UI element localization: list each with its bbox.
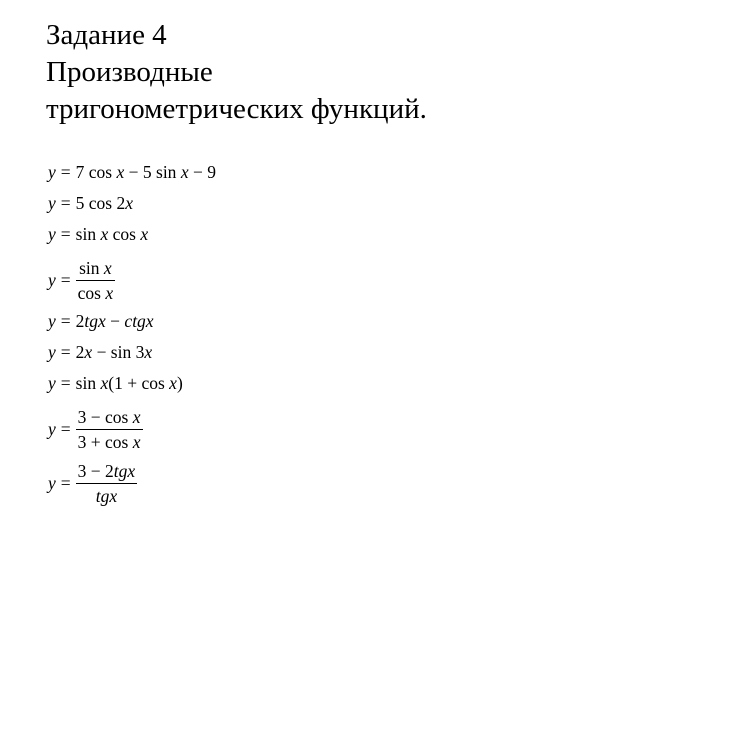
- equals-sign: =: [60, 342, 71, 362]
- variable: ctgx: [124, 311, 154, 331]
- formula-lhs: y: [48, 193, 56, 213]
- expression-text: 3 + cos: [77, 432, 133, 452]
- variable: x: [180, 162, 189, 182]
- expression-text: 3 − 2: [77, 460, 114, 481]
- fraction: [76, 460, 138, 506]
- equals-sign: =: [60, 311, 71, 331]
- variable: x: [84, 342, 93, 362]
- expression-text: − sin 3: [92, 342, 145, 362]
- formula-rhs: [76, 226, 148, 244]
- fraction: [76, 406, 143, 452]
- formula-rhs: [76, 375, 183, 393]
- variable: x: [100, 373, 109, 393]
- fraction-numerator: [76, 460, 138, 484]
- formula-1: [48, 164, 216, 182]
- formula-5: [48, 313, 154, 331]
- variable: x: [100, 224, 109, 244]
- equals-sign: =: [60, 373, 71, 393]
- expression-text: 2: [75, 311, 85, 331]
- expression-text: sin: [79, 257, 104, 278]
- variable: x: [132, 406, 141, 427]
- expression-text: 3 − cos: [77, 406, 133, 427]
- expression-text: − 9: [188, 162, 216, 182]
- expression-text: 2: [75, 342, 85, 362]
- formula-rhs: [76, 164, 216, 182]
- variable: x: [105, 283, 114, 303]
- expression-text: sin: [75, 373, 101, 393]
- variable: x: [144, 342, 153, 362]
- equals-sign: =: [60, 270, 71, 291]
- formula-lhs: y: [48, 373, 56, 393]
- formula-7: [48, 375, 183, 393]
- variable: tgx: [95, 486, 118, 506]
- formula-3: [48, 226, 148, 244]
- expression-text: − 5 sin: [124, 162, 181, 182]
- formula-lhs: y: [48, 224, 56, 244]
- variable: x: [116, 162, 125, 182]
- expression-text: cos: [108, 224, 141, 244]
- expression-text: 5 cos 2: [75, 193, 126, 213]
- fraction-denominator: [76, 281, 115, 303]
- fraction: [76, 257, 115, 303]
- variable: x: [103, 257, 112, 278]
- equals-sign: =: [60, 224, 71, 244]
- variable: x: [125, 193, 134, 213]
- formula-2: [48, 195, 133, 213]
- variable: tgx: [113, 460, 136, 481]
- equals-sign: =: [60, 419, 71, 440]
- formula-lhs: y: [48, 473, 56, 494]
- variable: tgx: [84, 311, 106, 331]
- expression-text: cos: [77, 283, 106, 303]
- variable: x: [169, 373, 177, 393]
- formula-rhs: [76, 344, 152, 362]
- expression-text: −: [105, 311, 125, 331]
- equals-sign: =: [60, 473, 71, 494]
- formula-lhs: y: [48, 270, 56, 291]
- formula-lhs: y: [48, 342, 56, 362]
- expression-text: sin: [75, 224, 101, 244]
- fraction-numerator: [77, 257, 114, 281]
- fraction-denominator: [94, 484, 119, 506]
- expression-text: (1 + cos: [108, 373, 170, 393]
- equals-sign: =: [60, 162, 71, 182]
- expression-text: ): [176, 373, 183, 393]
- formula-rhs: [76, 195, 133, 213]
- fraction-numerator: [76, 406, 143, 430]
- task-heading: [46, 17, 427, 128]
- formula-lhs: y: [48, 162, 56, 182]
- equals-sign: =: [60, 193, 71, 213]
- formula-lhs: y: [48, 419, 56, 440]
- formula-rhs: [76, 313, 154, 331]
- formula-4: [48, 257, 115, 303]
- variable: x: [132, 432, 141, 452]
- fraction-denominator: [76, 430, 143, 452]
- expression-text: 7 cos: [75, 162, 117, 182]
- variable: x: [140, 224, 149, 244]
- task-topic-line1: Производные: [46, 56, 213, 88]
- formula-6: [48, 344, 152, 362]
- task-number: Задание 4: [46, 19, 167, 51]
- formula-lhs: y: [48, 311, 56, 331]
- task-topic-line2: тригонометрических функций.: [46, 93, 427, 125]
- formula-8: [48, 406, 143, 452]
- formula-9: [48, 460, 137, 506]
